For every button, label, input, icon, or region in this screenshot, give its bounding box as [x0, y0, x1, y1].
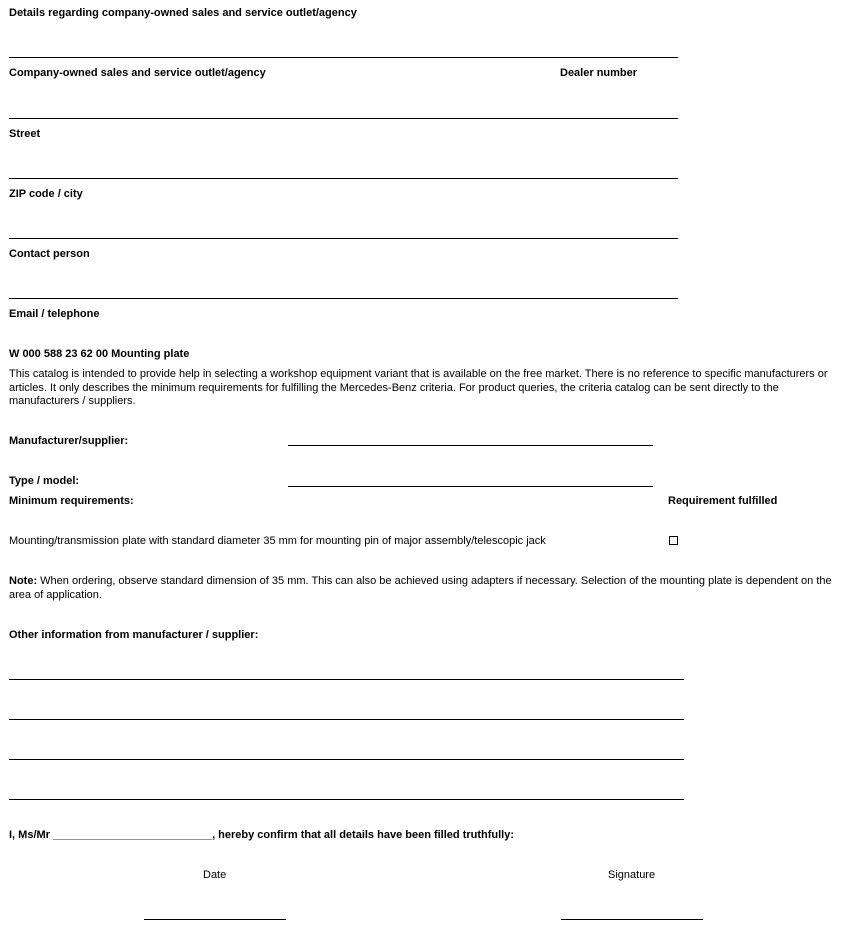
outlet-label: Company-owned sales and service outlet/agency	[9, 67, 266, 79]
other-info-label: Other information from manufacturer / supplier:	[9, 629, 259, 641]
outlet-name-field-line[interactable]	[9, 57, 678, 58]
contact-person-field-line[interactable]	[9, 238, 678, 239]
zip-city-field-line[interactable]	[9, 178, 678, 179]
manufacturer-field-line[interactable]	[288, 445, 653, 446]
contact-person-label: Contact person	[9, 248, 90, 260]
street-label: Street	[9, 128, 41, 140]
type-model-field-line[interactable]	[288, 486, 653, 487]
note-label: Note:	[9, 575, 38, 587]
signature-label: Signature	[608, 869, 656, 881]
other-info-line[interactable]	[9, 719, 684, 720]
product-description: This catalog is intended to provide help in selecting a workshop equipment variant that is available on the free market. There is no reference to specific manufacturers or articles. It only describes the minimum requirements for fulfilling the Mercedes-Benz criteria. For product queries, the criteria catalog can be sent directly to the manufacturers / suppliers.	[9, 368, 828, 407]
signature-field-line[interactable]	[561, 919, 703, 920]
note-paragraph	[9, 575, 841, 602]
confirmation-statement: I, Ms/Mr __________________________, hereby confirm that all details have been filled truthfully:	[9, 829, 515, 841]
requirement-fulfilled-label: Requirement fulfilled	[668, 495, 778, 507]
dealer-number-label: Dealer number	[560, 67, 638, 79]
requirement-item-text: Mounting/transmission plate with standard diameter 35 mm for mounting pin of major assembly/telescopic jack	[9, 535, 546, 547]
note-text: When ordering, observe standard dimension of 35 mm. This can also be achieved using adapters if necessary. Selection of the mounting plate is dependent on the area of application.	[9, 575, 832, 601]
other-info-line[interactable]	[9, 679, 684, 680]
type-model-label: Type / model:	[9, 475, 80, 487]
page-title: Details regarding company-owned sales and service outlet/agency	[9, 7, 357, 19]
requirement-fulfilled-checkbox[interactable]	[669, 536, 678, 545]
date-field-line[interactable]	[144, 919, 286, 920]
zip-city-label: ZIP code / city	[9, 188, 83, 200]
product-title: W 000 588 23 62 00 Mounting plate	[9, 348, 190, 360]
street-field-line[interactable]	[9, 118, 678, 119]
other-info-line[interactable]	[9, 799, 684, 800]
other-info-line[interactable]	[9, 759, 684, 760]
manufacturer-label: Manufacturer/supplier:	[9, 435, 129, 447]
date-label: Date	[203, 869, 227, 881]
email-phone-label: Email / telephone	[9, 308, 100, 320]
email-phone-field-line[interactable]	[9, 298, 678, 299]
minimum-requirements-label: Minimum requirements:	[9, 495, 134, 507]
